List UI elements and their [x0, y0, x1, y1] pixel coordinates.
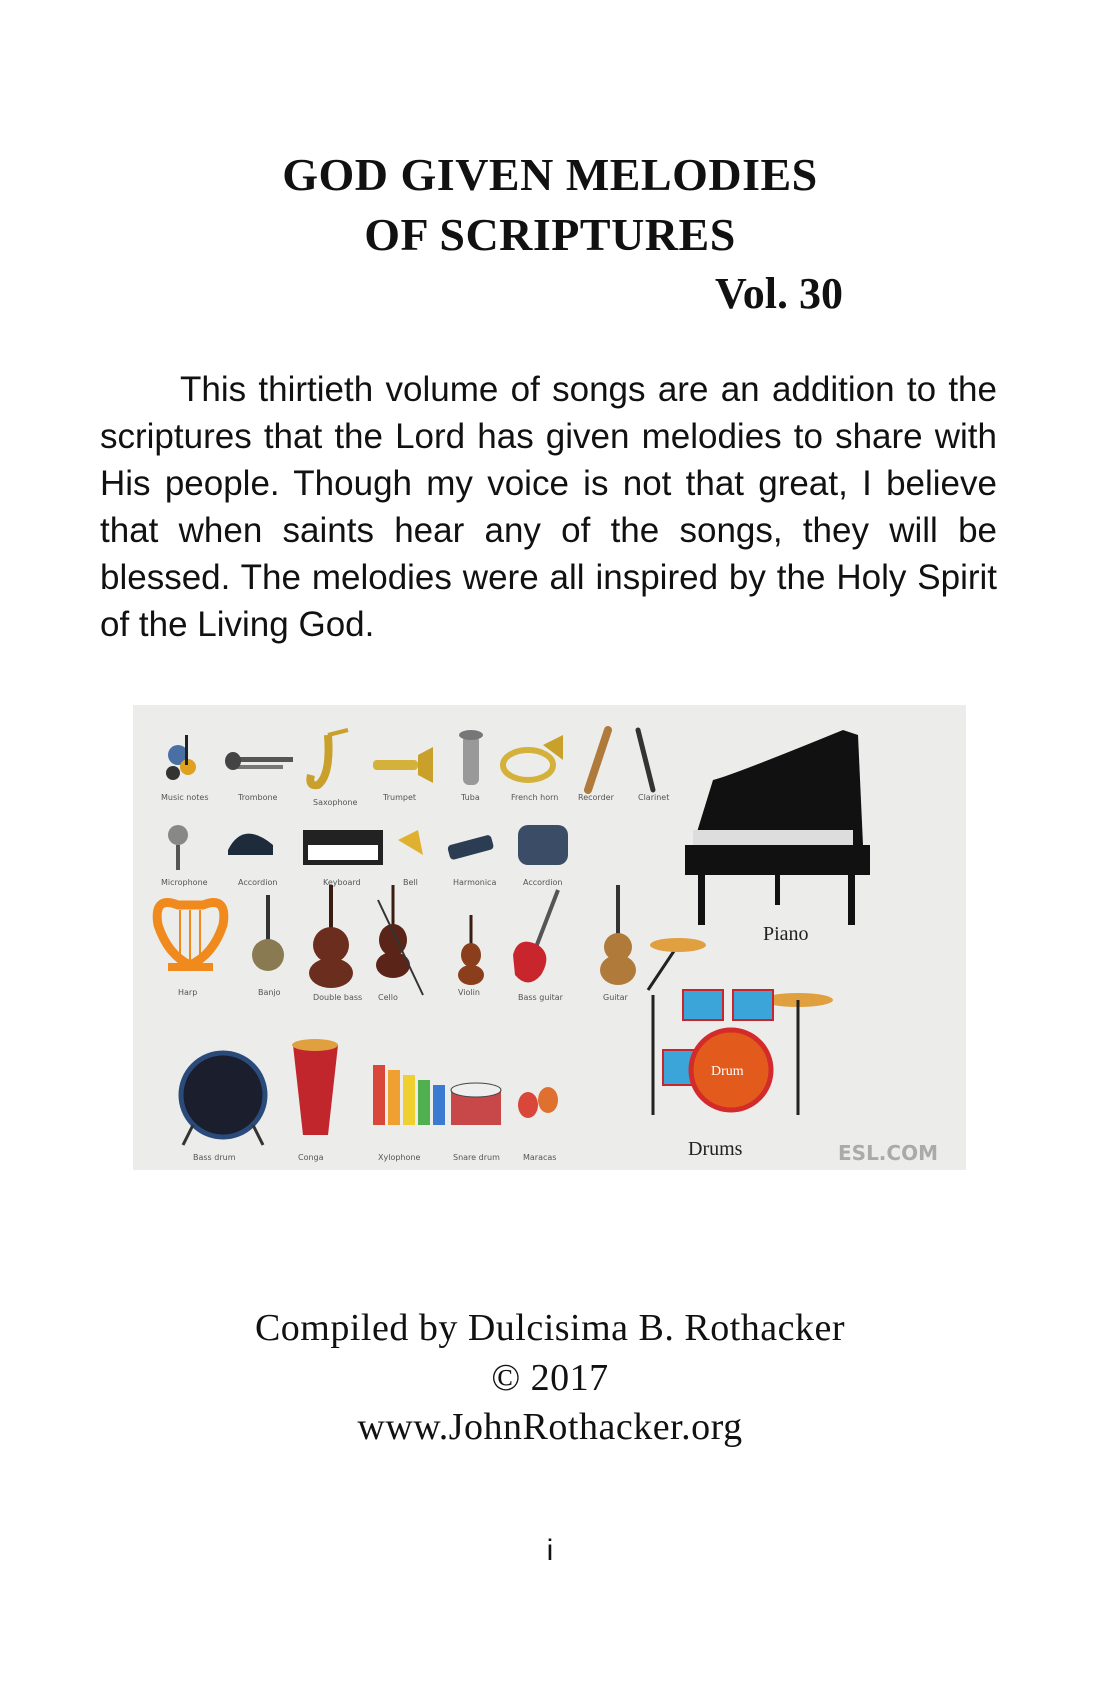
label-guitar: Guitar	[603, 993, 628, 1002]
violin-icon	[458, 915, 484, 985]
label-recorder: Recorder	[578, 793, 614, 802]
trumpet-icon	[373, 747, 433, 783]
cello-icon	[376, 885, 423, 995]
accordion-small-icon	[228, 834, 273, 855]
label-double-bass: Double bass	[313, 993, 363, 1002]
label-violin: Violin	[458, 988, 480, 997]
label-saxophone: Saxophone	[313, 798, 358, 807]
credit-website: www.JohnRothacker.org	[357, 1406, 743, 1448]
bass-drum-face-label: Drum	[711, 1064, 744, 1079]
label-banjo: Banjo	[258, 988, 281, 997]
clarinet-icon	[638, 730, 653, 790]
saxophone-icon	[310, 730, 348, 785]
label-accordion-1: Accordion	[238, 878, 278, 887]
guitar-icon	[600, 885, 636, 985]
label-trumpet: Trumpet	[383, 793, 416, 802]
piano-icon	[685, 730, 870, 925]
label-harmonica: Harmonica	[453, 878, 497, 887]
harmonica-icon	[447, 834, 494, 860]
music-notes-icon	[166, 735, 196, 780]
watermark-text: ESL.COM	[838, 1141, 938, 1165]
drums-label: Drums	[688, 1138, 743, 1160]
bass-guitar-icon	[513, 890, 558, 983]
label-conga: Conga	[298, 1153, 324, 1162]
bell-icon	[398, 830, 423, 855]
title-line-2: OF SCRIPTURES	[364, 209, 736, 260]
keyboard-icon	[303, 830, 383, 865]
label-tuba: Tuba	[461, 793, 480, 802]
label-bass-drum: Bass drum	[193, 1153, 236, 1162]
xylophone-icon	[373, 1065, 445, 1125]
double-bass-icon	[309, 885, 353, 988]
label-maracas: Maracas	[523, 1153, 557, 1162]
label-accordion-2: Accordion	[523, 878, 563, 887]
microphone-icon	[168, 825, 188, 870]
page-number: i	[546, 1534, 554, 1567]
drum-kit-icon	[648, 938, 833, 1115]
label-xylophone: Xylophone	[378, 1153, 421, 1162]
tuba-icon	[459, 730, 483, 785]
label-keyboard: Keyboard	[323, 878, 361, 887]
trombone-icon	[225, 752, 293, 770]
maracas-icon	[518, 1087, 558, 1118]
label-bass-guitar: Bass guitar	[518, 993, 563, 1002]
conga-icon	[292, 1039, 338, 1135]
piano-label: Piano	[763, 923, 809, 945]
french-horn-icon	[503, 735, 563, 780]
label-french-horn: French horn	[511, 793, 559, 802]
credit-copyright: © 2017	[491, 1357, 609, 1399]
label-harp: Harp	[178, 988, 198, 997]
label-bell: Bell	[403, 878, 418, 887]
label-snare-drum: Snare drum	[453, 1153, 500, 1162]
label-music-notes: Music notes	[161, 793, 209, 802]
label-clarinet: Clarinet	[638, 793, 670, 802]
bass-drum-icon	[181, 1053, 265, 1145]
harp-icon	[157, 903, 224, 972]
snare-drum-icon	[451, 1083, 501, 1125]
credit-compiled-by: Compiled by Dulcisima B. Rothacker	[254, 1307, 846, 1349]
label-cello: Cello	[378, 993, 398, 1002]
accordion-icon	[518, 825, 568, 865]
title-line-1: GOD GIVEN MELODIES	[282, 149, 818, 200]
banjo-icon	[252, 895, 284, 971]
label-trombone: Trombone	[238, 793, 278, 802]
intro-paragraph: This thirtieth volume of songs are an addition to the scriptures that the Lord has given melodies to share with His people. Though my voice is not that great, I believe that when saints hear any of the songs, they will be blessed. The melodies were all inspired by the Holy Spirit of the Living God.	[100, 370, 997, 644]
volume-label: Vol. 30	[715, 269, 843, 318]
recorder-icon	[588, 730, 608, 790]
label-microphone: Microphone	[161, 878, 208, 887]
instruments-illustration	[133, 705, 966, 1170]
